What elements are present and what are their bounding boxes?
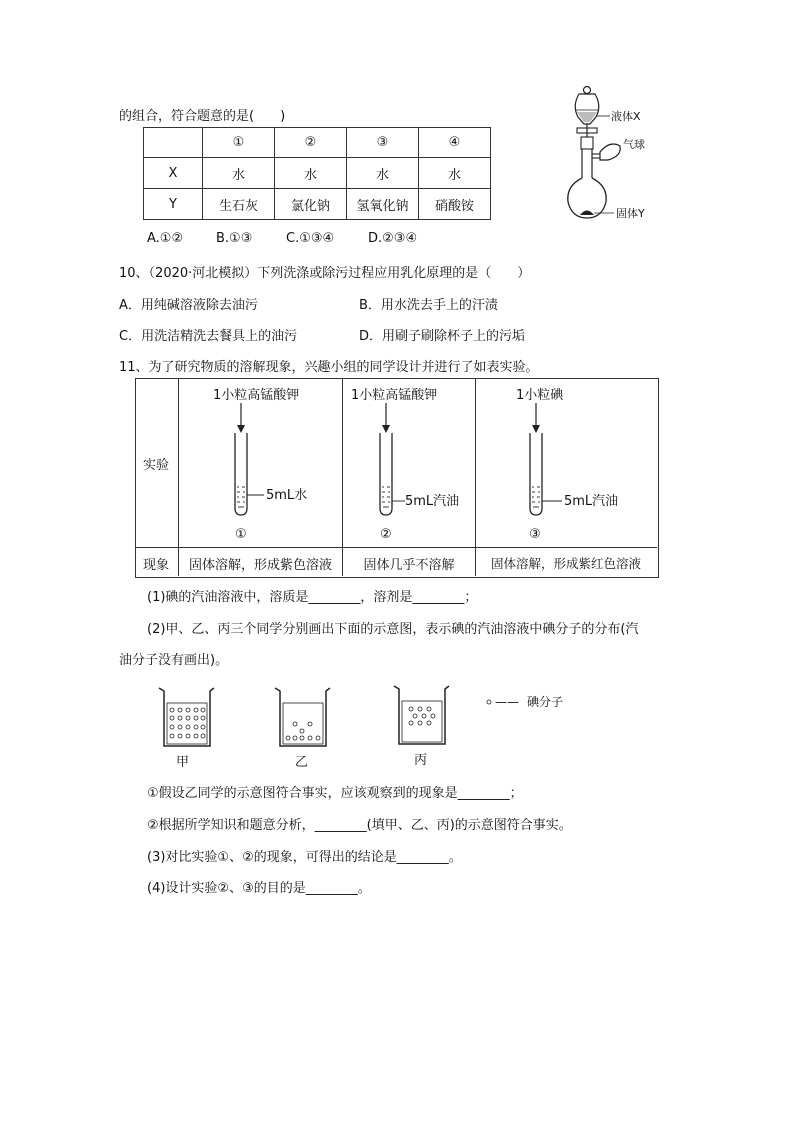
arrow-head-icon — [532, 425, 540, 433]
legend-line: —— — [495, 695, 519, 709]
experiment-2-figure — [345, 383, 473, 545]
beaker-yi — [275, 688, 330, 770]
experiment-3-figure — [478, 383, 654, 545]
exp1-result: 固体溶解，形成紫色溶液 — [188, 558, 332, 573]
exp2-solute-label: 1小粒高锰酸钾 — [351, 388, 438, 403]
q10-option-b: B．用水洗去手上的汗渍 — [359, 298, 498, 313]
exp1-solute-label: 1小粒高锰酸钾 — [213, 388, 300, 403]
exp2-solvent-label: 5mL汽油 — [405, 494, 460, 509]
exp3-result: 固体溶解，形成紫红色溶液 — [490, 556, 641, 571]
exp1-test-tube — [235, 433, 247, 515]
q9-cell: 生石灰 — [203, 189, 275, 220]
arrow-head-icon — [382, 425, 390, 433]
solid-y — [580, 211, 594, 216]
beaker-bing — [394, 686, 449, 768]
q9-table — [143, 127, 491, 220]
q11-sub1: (1)碘的汽油溶液中，溶质是________，溶剂是________； — [147, 590, 478, 605]
beaker-diagrams — [150, 680, 610, 770]
q9-option-c: C.①③④ — [286, 231, 335, 246]
q9-header-cell: ③ — [347, 128, 419, 158]
balloon — [600, 144, 620, 160]
q9-cell: 水 — [419, 158, 491, 189]
funnel-stopper — [584, 87, 591, 94]
row-label-experiment: 实验 — [143, 458, 170, 473]
q9-header-cell: ② — [275, 128, 347, 158]
q11-sub2b: ②根据所学知识和题意分析，________(填甲、乙、丙)的示意图符合事实。 — [147, 818, 572, 833]
q9-option-d: D.②③④ — [368, 231, 418, 246]
flask-apparatus-figure — [560, 82, 680, 227]
beaker-label-jia: 甲 — [176, 755, 190, 770]
beaker-label-bing: 丙 — [414, 753, 428, 768]
exp1-solvent-label: 5mL水 — [266, 488, 308, 503]
beaker-label-yi: 乙 — [295, 755, 309, 770]
exp3-liquid — [532, 487, 540, 507]
exp3-test-tube — [530, 433, 542, 515]
q10-stem: 10、（2020·河北模拟）下列洗涤或除污过程应用乳化原理的是（ ） — [119, 266, 531, 281]
exp2-number: ② — [380, 527, 392, 542]
q9-header-cell: ④ — [419, 128, 491, 158]
q11-sub2a: ①假设乙同学的示意图符合事实，应该观察到的现象是________； — [147, 786, 523, 801]
row-label-phenomenon: 现象 — [143, 558, 170, 573]
beaker-jia — [159, 688, 214, 770]
q11-sub3: (3)对比实验①、②的现象，可得出的结论是________。 — [147, 850, 462, 865]
q11-sub2-line1: (2)甲、乙、丙三个同学分别画出下面的示意图，表示碘的汽油溶液中碘分子的分布(汽 — [147, 622, 639, 637]
q9-cell: 水 — [347, 158, 419, 189]
exp3-solute-label: 1小粒碘 — [516, 388, 564, 403]
legend-molecule-icon — [487, 700, 491, 704]
q9-cell: 氯化钠 — [275, 189, 347, 220]
q9-cell: 水 — [275, 158, 347, 189]
table-divider — [136, 547, 657, 548]
q11-stem: 11、为了研究物质的溶解现象，兴趣小组的同学设计并进行了如表实验。 — [119, 360, 539, 375]
q9-cell: X — [144, 158, 203, 189]
exp1-liquid — [237, 487, 245, 507]
exp2-test-tube — [380, 433, 392, 515]
exp3-number: ③ — [529, 527, 541, 542]
q9-stem: 的组合，符合题意的是( ) — [119, 109, 286, 124]
q9-header-cell — [144, 128, 203, 158]
experiment-1-figure — [186, 383, 336, 545]
q9-cell: 水 — [203, 158, 275, 189]
q11-sub2-line2: 油分子没有画出)。 — [119, 653, 229, 668]
arrow-head-icon — [237, 425, 245, 433]
label-balloon: 气球 — [623, 138, 645, 151]
label-solid-y: 固体Y — [616, 207, 645, 220]
q9-cell: 氢氧化钠 — [347, 189, 419, 220]
exp3-solvent-label: 5mL汽油 — [564, 494, 619, 509]
label-liquid-x: 液体X — [611, 110, 641, 123]
q9-cell: 硝酸铵 — [419, 189, 491, 220]
q11-sub4: (4)设计实验②、③的目的是________。 — [147, 881, 371, 896]
q10-option-d: D．用刷子刷除杯子上的污垢 — [359, 329, 526, 344]
liquid-x — [577, 112, 597, 122]
q9-cell: Y — [144, 189, 203, 220]
q9-header-cell: ① — [203, 128, 275, 158]
q9-option-a: A.①② — [147, 231, 184, 246]
legend-label: 碘分子 — [527, 695, 564, 709]
exp2-result: 固体几乎不溶解 — [363, 558, 455, 573]
q10-option-a: A．用纯碱溶液除去油污 — [119, 298, 258, 313]
exp2-liquid — [382, 487, 390, 507]
q9-option-b: B.①③ — [216, 231, 253, 246]
q10-option-c: C．用洗洁精洗去餐具上的油污 — [119, 329, 298, 344]
exp1-number: ① — [235, 527, 247, 542]
